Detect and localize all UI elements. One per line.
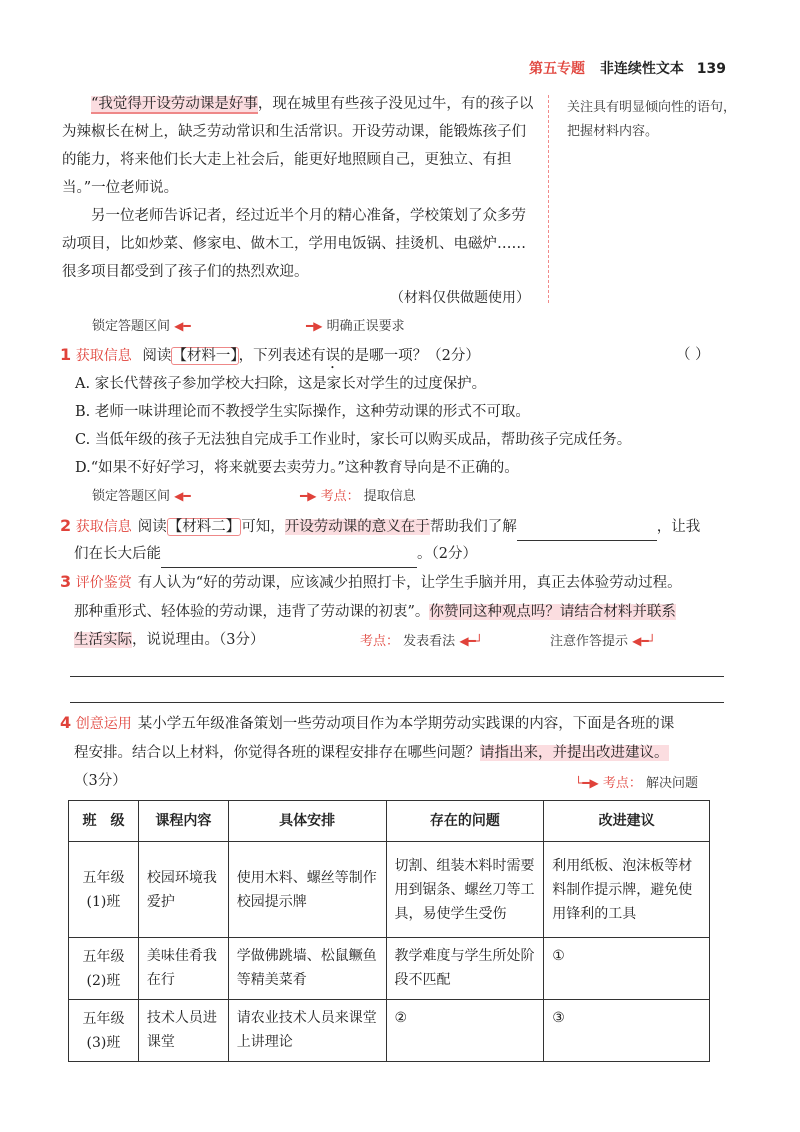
class-number: (2)班 [86,972,121,989]
q3-line3b: ，说说理由。（3分） [132,632,265,648]
cell-class [69,842,139,938]
test-point-label: 考点： [320,489,360,504]
q2-pre: 阅读 [137,519,167,535]
topic-label: 第五专题 [529,61,586,77]
cell-problem-answer[interactable]: ② [386,1000,544,1062]
q1-option-a: A. 家长代替孩子参加学校大扫除，这是家长对学生的过度保护。 [75,376,487,392]
q4-highlight: 请指出来，并提出改进建议。 [480,745,669,761]
header-problem: 存在的问题 [386,801,544,842]
passage-highlight: “我觉得开设劳动课是好事 [91,96,258,112]
question-4-line-2 [74,739,744,767]
q2-material-ref: 【材料二】 [167,519,241,535]
question-2 [60,512,730,541]
annotation-text: 明确正误要求 [326,319,405,334]
class-number: (3)班 [86,1034,121,1051]
question-3-line-3 [74,626,374,654]
cell-advice: 利用纸板、泡沫板等材料制作提示牌，避免使用锋利的工具 [544,842,710,938]
question-tag: 获取信息 [75,519,132,535]
q2-highlight: 开设劳动课的意义在于 [284,519,430,535]
passage-paragraph-2: 另一位老师告诉记者，经过近半个月的精心准备，学校策划了众多劳动项目，比如炒菜、修家电、做木工，学用电饭锅、挂烫机、电磁炉……很多项目都受到了孩子们的热烈欢迎。 [62,208,526,280]
cell-advice-answer[interactable]: ③ [544,1000,710,1062]
annotation-test-point-2 [300,485,416,504]
cell-plan: 学做佛跳墙、松鼠鳜鱼等精美菜肴 [228,938,386,1000]
arrow-left-icon: ◀━ [174,489,191,503]
q1-stem-mid: ，下列表述有 [238,348,326,364]
q3-line1: 有人认为“好的劳动课，应该减少拍照打卡，让学生手脑并用，真正去体验劳动过程。 [137,575,682,591]
passage-p1-text: ，现在城里有些孩子没见过牛，有的孩子以为辣椒长在树上，缺乏劳动常识和生活常识。开设劳动课，能锻炼孩子们的能力，将来他们长大走上社会后，能更好地照顾自己，更独立、有担当。”一位老师说。 [62,96,534,196]
cell-content: 校园环境我爱护 [138,842,228,938]
header-content: 课程内容 [138,801,228,842]
question-number: 4 [60,713,72,732]
annotation-text: 锁定答题区间 [92,489,171,504]
q3-highlight: 你赞同这种观点吗？请结合材料并联系 [429,604,676,620]
q1-stem-pre: 阅读 [142,348,172,364]
cell-advice-answer[interactable]: ① [544,938,710,1000]
annotation-text: 提取信息 [363,489,416,504]
q2-post: 帮助我们了解 [429,519,517,535]
annotation-answer-hint [550,630,656,649]
header-advice: 改进建议 [544,801,710,842]
class-number: (1)班 [86,893,121,910]
annotation-test-point-4 [575,772,698,791]
q2-blank-2[interactable] [161,549,417,568]
header-class: 班 级 [69,801,139,842]
section-title: 非连续性文本 [599,61,684,77]
q4-line1: 某小学五年级准备策划一些劳动项目作为本学期劳动实践课的内容，下面是各班的课 [137,716,675,732]
annotation-text: 发表看法 [403,634,456,649]
q1-option-d: D.“如果不好好学习，将来就要去卖劳力。”这种教育导向是不正确的。 [75,460,519,476]
q1-stem-post: 的是哪一项？（2分） [340,348,480,364]
annotation-lock-range-2 [92,485,191,504]
q2-post2: ，让我 [656,519,701,535]
arrow-left-icon: ◀━┘ [632,634,656,648]
question-4-line-3: （3分） [74,773,127,789]
annotation-test-point-3 [360,630,483,649]
passage-paragraph-1 [62,90,536,202]
page-header [529,58,726,78]
annotation-text: 锁定答题区间 [92,319,171,334]
page-number: 139 [696,61,726,77]
q2-line2a: 们在长大后能 [74,546,161,562]
passage-source: （材料仅供做题使用） [390,290,530,306]
test-point-label: 考点： [360,634,400,649]
question-3-line-2 [74,598,744,626]
q4-line2a: 程安排。结合以上材料，你觉得各班的课程安排存在哪些问题？ [74,745,480,761]
q2-line2b: 。（2分） [417,546,477,562]
q1-option-b: B. 老师一味讲理论而不教授学生实际操作，这种劳动课的形式不可取。 [75,404,530,420]
question-number: 2 [60,516,72,535]
header-plan: 具体安排 [228,801,386,842]
table-row [69,1000,710,1062]
question-number: 3 [60,572,72,591]
question-tag: 评价鉴赏 [75,575,132,591]
question-2-line-2 [74,540,744,568]
cell-class [69,938,139,1000]
answer-line-1[interactable] [70,676,724,677]
side-note: 关注具有明显倾向性的语句，把握材料内容。 [567,100,737,139]
cell-content: 技术人员进课堂 [138,1000,228,1062]
question-3 [60,568,730,597]
annotation-lock-range-1 [92,315,191,334]
table-row [69,842,710,938]
q3-highlight-2: 生活实际 [74,632,132,648]
arrow-right-icon: └━▶ [575,776,599,790]
cell-plan: 使用木料、螺丝等制作校园提示牌 [228,842,386,938]
question-number: 1 [60,345,72,364]
arrow-left-icon: ◀━ [174,319,191,333]
annotation-correctness [306,315,405,334]
question-1 [60,341,730,372]
question-tag: 获取信息 [75,348,132,364]
cell-problem: 教学难度与学生所处阶段不匹配 [386,938,544,1000]
test-point-label: 考点： [602,776,642,791]
q2-blank-1[interactable] [517,522,657,541]
table-header-row [69,801,710,842]
cell-plan: 请农业技术人员来课堂上讲理论 [228,1000,386,1062]
side-note-connector [548,95,549,303]
class-grade: 五年级 [82,948,125,965]
table-row [69,938,710,1000]
class-grade: 五年级 [82,869,125,886]
q3-line2a: 那种重形式、轻体验的劳动课，违背了劳动课的初衷”。 [74,604,430,620]
annotation-text: 解决问题 [645,776,698,791]
cell-class [69,1000,139,1062]
q1-answer-paren[interactable]: （ ） [676,347,710,363]
course-table [68,800,710,1062]
q2-mid: 可知， [241,519,285,535]
class-grade: 五年级 [82,1010,125,1027]
arrow-right-icon: ━▶ [300,489,317,503]
q1-material-ref: 【材料一】 [172,348,238,364]
question-tag: 创意运用 [75,716,132,732]
cell-problem: 切割、组装木料时需要用到锯条、螺丝刀等工具，易使学生受伤 [386,842,544,938]
question-4 [60,709,730,738]
arrow-left-icon: ◀━┘ [459,634,483,648]
q1-option-c: C. 当低年级的孩子无法独自完成手工作业时，家长可以购买成品，帮助孩子完成任务。 [75,432,632,448]
q1-keyword: 误 [325,348,341,364]
passage [62,90,536,286]
annotation-text: 注意作答提示 [550,634,629,649]
arrow-right-icon: ━▶ [306,319,323,333]
answer-line-2[interactable] [70,702,724,703]
cell-content: 美味佳肴我在行 [138,938,228,1000]
